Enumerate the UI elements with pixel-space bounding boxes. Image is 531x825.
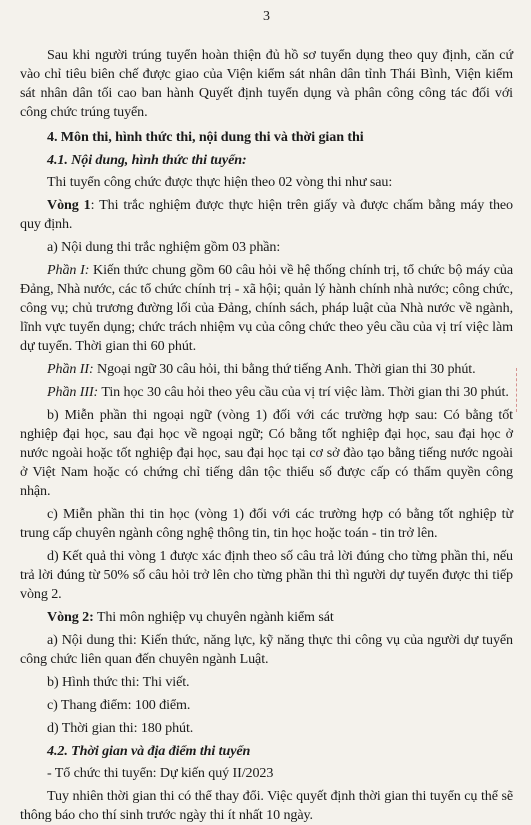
paragraph-c1: c) Miễn phần thi tin học (vòng 1) đối với các trường hợp có bằng tốt nghiệp từ trung cấp chuyên ngành công nghệ thông tin, tin học hoặc toán - tin trở lên.: [20, 506, 513, 541]
paragraph-a2: a) Nội dung thi: Kiến thức, năng lực, kỹ năng thực thi công vụ của người dự tuyển công chức liên quan đến chuyên ngành Luật.: [20, 632, 513, 667]
paragraph-to-chuc: - Tổ chức thi tuyển: Dự kiến quý II/2023: [47, 765, 274, 781]
paragraph-b1: b) Miễn phần thi ngoại ngữ (vòng 1) đối với các trường hợp sau: Có bằng tốt nghiệp đại học, sau đại học về ngoại ngữ; Có bằng tốt nghiệp đại học, sau đại học ở nước ngoài hoặc tốt nghiệp đại học, sau đại học tại cơ sở đào tạo bằng tiếng nước ngoài ở Việt Nam hoặc có chứng chỉ tiếng dân tộc thiểu số được cấp có thẩm quyền công nhận.: [20, 407, 513, 499]
subsection-heading-4-1: 4.1. Nội dung, hình thức thi tuyển:: [47, 152, 247, 168]
phan-3-text: Tin học 30 câu hỏi theo yêu cầu của vị trí việc làm. Thời gian thi 30 phút.: [98, 384, 509, 400]
margin-annotation: [516, 368, 527, 412]
paragraph-phan-1: [20, 261, 513, 356]
paragraph-a1: a) Nội dung thi trắc nghiệm gồm 03 phần:: [47, 239, 281, 255]
paragraph-rounds: Thi tuyển công chức được thực hiện theo 02 vòng thi như sau:: [47, 174, 393, 190]
vong-1-label: Vòng 1: [47, 197, 91, 213]
paragraph-vong-1: [20, 196, 513, 234]
paragraph-b2: b) Hình thức thi: Thi viết.: [47, 674, 190, 690]
paragraph-c2: c) Thang điểm: 100 điểm.: [47, 697, 191, 713]
paragraph-phan-2: [20, 360, 513, 379]
vong-2-label: Vòng 2:: [47, 609, 94, 625]
subsection-heading-4-2: 4.2. Thời gian và địa điểm thi tuyển: [47, 743, 251, 759]
phan-2-label: Phần II:: [47, 361, 94, 377]
phan-2-text: Ngoại ngữ 30 câu hỏi, thi bằng thứ tiếng Anh. Thời gian thi 30 phút.: [93, 361, 476, 377]
paragraph-d2: d) Thời gian thi: 180 phút.: [47, 720, 194, 736]
phan-3-label: Phần III:: [47, 384, 99, 400]
vong-2-text: Thi môn nghiệp vụ chuyên ngành kiểm sát: [93, 609, 334, 625]
section-heading-4: 4. Môn thi, hình thức thi, nội dung thi và thời gian thi: [47, 129, 364, 145]
paragraph-phan-3: [20, 383, 513, 402]
vong-1-text: : Thi trắc nghiệm được thực hiện trên giấy và được chấm bằng máy theo quy định.: [20, 197, 513, 232]
paragraph-final: Tuy nhiên thời gian thi có thể thay đổi. Việc quyết định thời gian thi tuyển cụ thể sẽ thông báo cho thí sinh trước ngày thi ít nhất 10 ngày.: [20, 788, 513, 823]
paragraph-intro: Sau khi người trúng tuyển hoàn thiện đủ hồ sơ tuyển dụng theo quy định, căn cứ vào chỉ tiêu biên chế được giao của Viện kiểm sát nhân dân tỉnh Thái Bình, Viện kiểm sát nhân dân tối cao ban hành Quyết định tuyển dụng và phân công công tác đối với công chức trúng tuyển.: [20, 47, 513, 120]
phan-1-text: Kiến thức chung gồm 60 câu hỏi về hệ thống chính trị, tổ chức bộ máy của Đảng, Nhà nước, các tổ chức chính trị - xã hội; quản lý hành chính nhà nước; công chức, công vụ; chủ trương đường lối của Đảng, chính sách, pháp luật của Nhà nước về ngành, lĩnh vực tuyển dụng; chức trách nhiệm vụ của công chức theo yêu cầu của vị trí việc làm dự tuyển. Thời gian thi 60 phút.: [20, 262, 514, 354]
phan-1-label: Phần I:: [47, 262, 90, 278]
paragraph-vong-2: [20, 608, 513, 627]
page-number: 3: [263, 9, 270, 24]
paragraph-d1: d) Kết quả thi vòng 1 được xác định theo số câu trả lời đúng cho từng phần thi, nếu trả lời đúng từ 50% số câu hỏi trở lên cho từng phần thi thì người dự tuyển được thi tiếp vòng 2.: [20, 548, 513, 602]
